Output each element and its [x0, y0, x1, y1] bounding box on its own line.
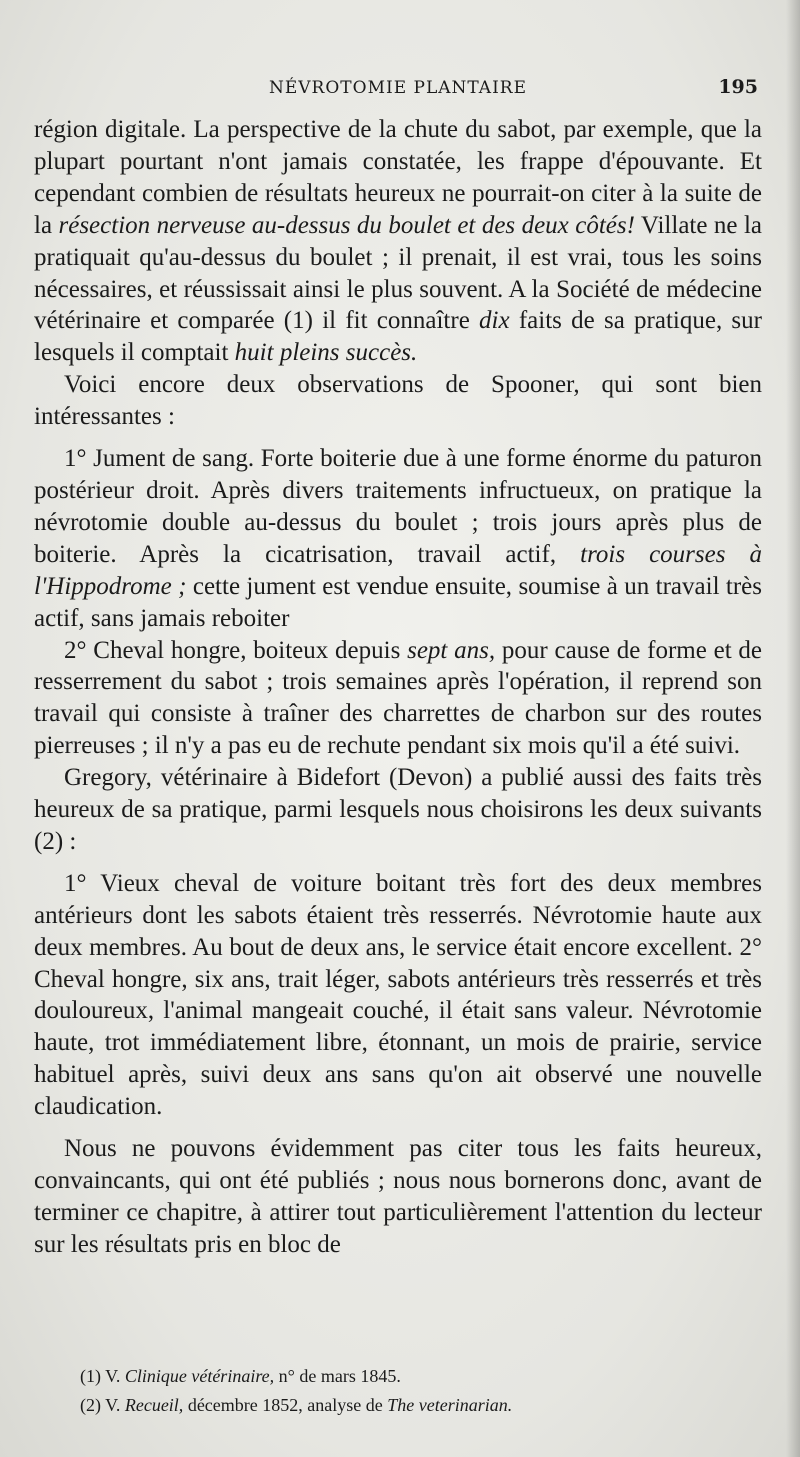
page-number: 195 [718, 76, 758, 98]
p4-text-c: pour cause de forme et de resserrement du sabot ; trois semaines après l'opération, il reprend son travail qui consiste à traîner des charrettes de charbon sur des routes pierreuses ; il n'y a pas eu de rechute pendant six mois qu'il a été suivi. [34, 636, 763, 760]
page-edge-shadow [786, 0, 800, 1457]
p3-text-a: 1° Jument de sang. Forte boiterie due à une forme énorme du paturon postérieur droit. Après divers traitements infructueux, on pratique la névrotomie double au-dessus du boulet ; trois jours après plus de boiterie. Après la cicatrisation, travail actif, [34, 445, 762, 568]
footnotes [80, 1362, 760, 1420]
fn2-source: Recueil, [124, 1395, 184, 1415]
fn2-marker: (2) V. [80, 1395, 121, 1415]
fn1-marker: (1) V. [80, 1366, 121, 1386]
footnote-1 [80, 1362, 760, 1391]
paragraph-5: Gregory, vétérinaire à Bidefort (Devon) a publié aussi des faits très heureux de sa pratique, parmi lesquels nous choisirons les deux suivants (2) : [34, 764, 762, 855]
running-head [34, 72, 762, 106]
p4-text-a: 2° Cheval hongre, boiteux depuis [64, 636, 408, 664]
p1-text-e: faits de sa pratique, sur lesquels il comptait [34, 307, 762, 367]
body-text [34, 114, 762, 1261]
fn2-detail: décembre 1852, analyse de [183, 1395, 388, 1415]
p3-text-c: cette jument est vendue ensuite, soumise à un travail très actif, sans jamais reboiter [34, 572, 762, 632]
fn2-work: The veterinarian. [387, 1395, 513, 1415]
fn1-source: Clinique vétérinaire, [124, 1366, 275, 1386]
p1-italic-b: résection nerveuse au-dessus du boulet et des deux côtés! [58, 211, 635, 239]
running-title: NÉVROTOMIE PLANTAIRE [269, 78, 527, 98]
footnote-2 [80, 1391, 760, 1420]
p1-text-a: région digitale. La perspective de la chute du sabot, par exemple, que la plupart pourtant n'ont jamais constatée, les frappe d'épouvante. Et cependant combien de résultats heureux ne pourrait-on citer à la suite de la [34, 116, 762, 239]
fn1-detail: n° de mars 1845. [274, 1366, 401, 1386]
p3-italic-b: trois courses à l'Hippodrome ; [34, 540, 762, 600]
paragraph-6: 1° Vieux cheval de voiture boitant très fort des deux membres antérieurs dont les sabots étaient très resserrés. Névrotomie haute aux deux membres. Au bout de deux ans, le service était encore excellent. 2° Cheval hongre, six ans, trait léger, sabots antérieurs très resserrés et très douloureux, l'animal mangeait couché, il était sans valeur. Névrotomie haute, trot immédiatement libre, étonnant, un mois de prairie, service habituel après, suivi deux ans sans qu'on ait observé une nouvelle claudication. [34, 869, 762, 1121]
p1-italic-f: huit pleins succès. [234, 339, 418, 367]
paragraph-3 [34, 443, 762, 634]
paragraph-7: Nous ne pouvons évidemment pas citer tous les faits heureux, convaincants, qui ont été publiés ; nous nous bornerons donc, avant de terminer ce chapitre, à attirer tout particulièrement l'attention du lecteur sur les résultats pris en bloc de [34, 1135, 762, 1258]
paragraph-4 [34, 635, 762, 763]
paragraph-2: Voici encore deux observations de Spooner, qui sont bien intéressantes : [34, 371, 762, 431]
paragraph-1 [34, 114, 762, 369]
p4-italic-b: sept ans, [407, 636, 496, 664]
p1-text-c: Villate ne la pratiquait qu'au-dessus du boulet ; il prenait, il est vrai, tous les soins nécessaires, et réussissait ainsi le plus souvent. A la Société de médecine vétérinaire et comparée (1) il fit connaître [34, 211, 762, 335]
p1-italic-d: dix [479, 307, 510, 335]
